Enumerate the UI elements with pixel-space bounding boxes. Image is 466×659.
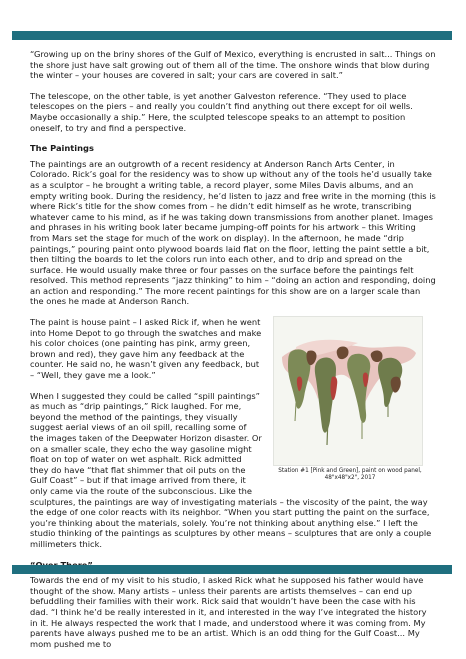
painting-figure: [272, 317, 428, 482]
bottom-accent-bar: [12, 565, 452, 574]
paragraph-house-paint: The paint is house paint – I asked Rick if, when he went into Home Depot to go through the swatches and make his color choices (one painting has pink, army green, brown and red), they gave him any feedback at the counter. He said no, he wasn’t given any feedback, but – “Well, they gave me a look.”: [30, 317, 262, 381]
paragraph-spill-paintings: When I suggested they could be called “spill paintings” as much as “drip paintings,” Rick laughed. For me, beyond the method of the paintings, they visually suggest aerial views of an oil spill, recalling some of the images taken of the Deepwater Horizon disaster. Or on a smaller scale, they echo the way gasoline might float on top of water on wet asphalt. Rick admitted they do have “that flat shimmer that oil puts on the Gulf Coast” – but if that image arrived from there, it only came via the route of the subconscious. Like the sculptures, the paintings are way of investigating materials – the viscosity of the paint, the way the edge of one color reacts with its neighbor. “When you start putting the paint on the surface, you’re thinking about the materials, solely. You’re not thinking about anything else.” I left the studio thinking of the paintings as sculptures by other means – sculptures that are only a couple millimeters thick.: [30, 390, 432, 549]
drip-painting-artwork: [274, 317, 422, 465]
paragraph-telescope: The telescope, on the other table, is yet another Galveston reference. “They used to place telescopes on the piers – and really you couldn’t find anything out there except for oil wells. Maybe occasionally a ship.” Here, the sculpted telescope speaks to an attempt to position oneself, to try and find a perspective.: [30, 90, 413, 133]
paragraph-salt-quote: “Growing up on the briny shores of the Gulf of Mexico, everything is encrusted in salt... Things on the shore just have salt growing out of them all of the time. The onshore winds that blow during the winter – your houses are covered in salt; your cars are covered in salt.”: [30, 49, 436, 81]
figure-caption: Station #1 [Pink and Green], paint on wood panel, 48"x48"x2", 2017: [278, 468, 422, 482]
top-accent-bar: [12, 31, 452, 40]
paragraph-residency: The paintings are an outgrowth of a recent residency at Anderson Ranch Arts Center, in Colorado. Rick’s goal for the residency was to show up without any of the tools he’d usually take as a sculptor – he brought a writing table, a record player, some Miles Davis albums, and an empty writing book. During the residency, he’d listen to jazz and free write in the morning (this is where Rick’s title for the show comes from – he didn’t edit himself as he wrote, transcribing whatever came to his mind, as if he was taking down transmissions from another planet. Images and phrases in his writing book later became jumping-off points for his artwork – this Writing from Mars set the stage for much of the work on display). In the afternoon, he made “drip paintings,” pouring paint onto plywood boards laid flat on the floor, letting the paint settle a bit, then tilting the boards to let the colors run into each other, and to drip and spread on the surface. He would usually make three or four passes on the surface before the paintings felt resolved. This method represents “jazz thinking” to him – “doing an action and responding, doing an action and responding.” The more recent paintings for this show are on a larger scale than the ones he made at Anderson Ranch.: [30, 158, 436, 307]
heading-the-paintings: The Paintings: [30, 143, 94, 154]
paragraph-father: Towards the end of my visit to his studio, I asked Rick what he supposed his father would have thought of the show. Many artists – unless their parents are artists themselves – can end up befuddling their families with their work. Rick said that wouldn’t have been the case with his dad. “I think he’d be really interested in it, and interested in the way I’ve integrated the history in it. He always respected the work that I made, and understood where it was coming from. My parents have always pushed me to be an artist. Which is an odd thing for the Gulf Coast... My mom pushed me to: [30, 575, 427, 649]
painting-image: [274, 317, 422, 465]
